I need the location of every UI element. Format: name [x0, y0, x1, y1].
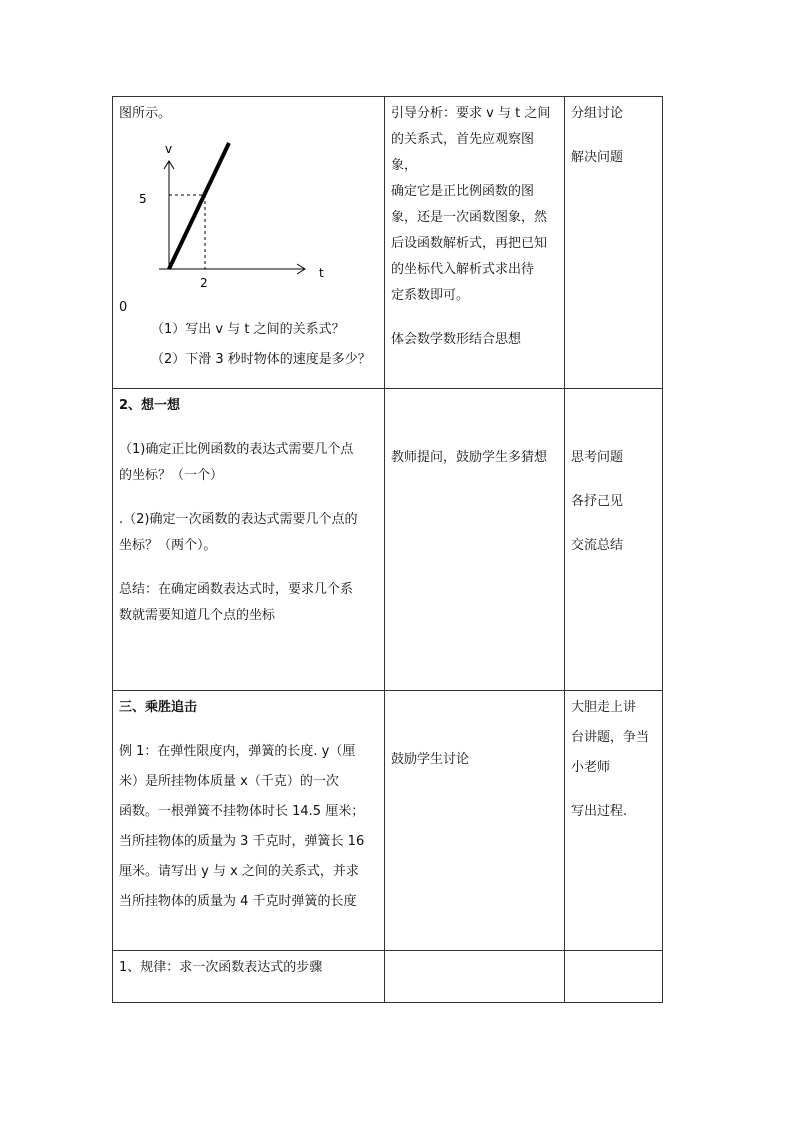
- student-text-line: 交流总结: [571, 538, 624, 553]
- content-cell: [113, 389, 385, 691]
- y-axis-label: v: [165, 142, 173, 156]
- teacher-text-line: 的坐标代入解析式求出待: [391, 262, 535, 277]
- content-cell: [113, 97, 385, 389]
- student-text-line: 写出过程.: [571, 804, 628, 819]
- content-line: 1、规律：求一次函数表达式的步骤: [119, 960, 323, 975]
- teacher-text-line: 象，还是一次函数图象，然: [391, 210, 548, 225]
- x-axis-label: t: [319, 266, 324, 280]
- content-line: .（2)确定一次函数的表达式需要几个点的: [119, 512, 358, 527]
- student-activity-cell: [565, 389, 663, 691]
- velocity-line: [169, 143, 229, 269]
- content-cell: [113, 951, 385, 1003]
- student-text-line: 大胆走上讲: [571, 700, 637, 715]
- intro-text: 图所示。: [119, 106, 172, 121]
- section-heading: 2、想一想: [119, 398, 181, 413]
- teacher-activity-cell: [385, 951, 565, 1003]
- content-line: 函数。一根弹簧不挂物体时长 14.5 厘米；: [119, 804, 365, 819]
- content-line: 坐标？（两个）。: [119, 538, 217, 553]
- teacher-text-line: 教师提问，鼓励学生多猜想: [391, 450, 548, 465]
- origin-label: 0: [119, 300, 128, 315]
- student-activity-cell: [565, 951, 663, 1003]
- lesson-plan-table: [112, 96, 663, 1003]
- content-line: 的坐标？（一个）: [119, 468, 224, 483]
- x-tick-label: 2: [200, 276, 208, 290]
- table-row: [113, 97, 663, 389]
- student-text-line: 分组讨论: [571, 106, 624, 121]
- content-cell: [113, 691, 385, 951]
- content-line: 厘米。请写出 y 与 x 之间的关系式，并求: [119, 864, 359, 879]
- student-text-line: 小老师: [571, 760, 611, 775]
- question-2: （2）下滑 3 秒时物体的速度是多少？: [151, 352, 371, 367]
- teacher-activity-cell: [385, 97, 565, 389]
- table-row: [113, 951, 663, 1003]
- teacher-text-line: 鼓励学生讨论: [391, 752, 470, 767]
- content-line: （1)确定正比例函数的表达式需要几个点: [119, 442, 354, 457]
- content-line: 总结：在确定函数表达式时，要求几个系: [119, 582, 354, 597]
- teacher-activity-cell: [385, 691, 565, 951]
- velocity-time-graph: [119, 131, 378, 290]
- graph-svg: [119, 131, 379, 290]
- teacher-text-line: 引导分析：要求 v 与 t 之间: [391, 106, 551, 121]
- student-text-line: 解决问题: [571, 150, 624, 165]
- content-line: 数就需要知道几个点的坐标: [119, 608, 276, 623]
- teacher-text-line: 确定它是正比例函数的图: [391, 184, 535, 199]
- y-tick-label: 5: [139, 192, 147, 206]
- student-activity-cell: [565, 97, 663, 389]
- student-text-line: 台讲题，争当: [571, 730, 650, 745]
- content-line: 当所挂物体的质量为 4 千克时弹簧的长度: [119, 894, 357, 909]
- student-text-line: 各抒己见: [571, 494, 624, 509]
- content-line: 当所挂物体的质量为 3 千克时，弹簧长 16: [119, 834, 365, 849]
- teacher-text-line: 的关系式，首先应观察图象，: [391, 132, 535, 173]
- student-activity-cell: [565, 691, 663, 951]
- teacher-text-line: 后设函数解析式，再把已知: [391, 236, 548, 251]
- teacher-text-line: 体会数学数形结合思想: [391, 332, 522, 347]
- section-heading: 三、乘胜追击: [119, 700, 198, 715]
- content-line: 例 1：在弹性限度内，弹簧的长度. y（厘: [119, 744, 356, 759]
- table-row: [113, 389, 663, 691]
- content-line: 米）是所挂物体质量 x（千克）的一次: [119, 774, 339, 789]
- question-1: （1）写出 v 与 t 之间的关系式？: [151, 322, 345, 337]
- teacher-text-line: 定系数即可。: [391, 288, 470, 303]
- teacher-activity-cell: [385, 389, 565, 691]
- table-row: [113, 691, 663, 951]
- student-text-line: 思考问题: [571, 450, 624, 465]
